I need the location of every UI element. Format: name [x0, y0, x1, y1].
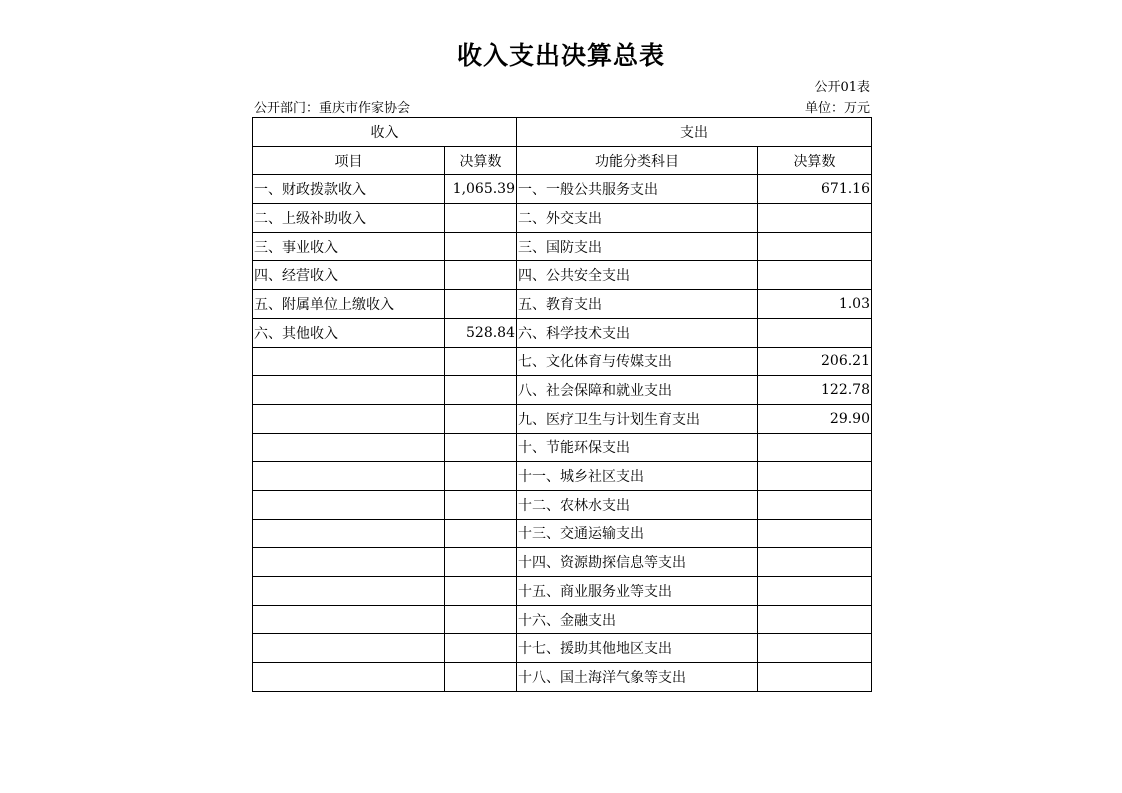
expense-amount-cell — [758, 605, 872, 634]
expense-item-cell: 九、医疗卫生与计划生育支出 — [517, 404, 758, 433]
expense-item-cell: 八、社会保障和就业支出 — [517, 376, 758, 405]
expense-item-cell: 四、公共安全支出 — [517, 261, 758, 290]
expense-item-cell: 十二、农林水支出 — [517, 490, 758, 519]
income-amount-cell — [445, 663, 517, 692]
income-item-cell — [253, 663, 445, 692]
expense-item-cell: 十八、国土海洋气象等支出 — [517, 663, 758, 692]
expense-amount-cell — [758, 490, 872, 519]
table-row — [253, 663, 872, 692]
income-amount-cell: 1,065.39 — [445, 175, 517, 204]
income-item-cell — [253, 347, 445, 376]
table-row — [253, 290, 872, 319]
income-amount-cell: 528.84 — [445, 318, 517, 347]
table-row — [253, 376, 872, 405]
income-amount-cell — [445, 261, 517, 290]
income-amount-cell — [445, 376, 517, 405]
table-row — [253, 519, 872, 548]
income-amount-cell — [445, 577, 517, 606]
income-item-cell: 六、其他收入 — [253, 318, 445, 347]
table-row — [253, 548, 872, 577]
table-row — [253, 634, 872, 663]
expense-item-cell: 十一、城乡社区支出 — [517, 462, 758, 491]
income-amount-cell — [445, 548, 517, 577]
expense-item-cell: 二、外交支出 — [517, 204, 758, 233]
column-header-row — [253, 146, 872, 175]
table-row — [253, 577, 872, 606]
expense-amount-header: 决算数 — [758, 146, 872, 175]
income-amount-cell — [445, 490, 517, 519]
income-item-cell — [253, 376, 445, 405]
income-amount-cell — [445, 204, 517, 233]
table-row — [253, 433, 872, 462]
table-row — [253, 318, 872, 347]
income-amount-cell — [445, 433, 517, 462]
income-item-cell — [253, 404, 445, 433]
income-item-cell — [253, 462, 445, 491]
unit-label: 单位：万元 — [804, 101, 870, 116]
income-amount-cell — [445, 232, 517, 261]
expense-amount-cell — [758, 663, 872, 692]
expense-item-header: 功能分类科目 — [517, 146, 758, 175]
expense-amount-cell: 671.16 — [758, 175, 872, 204]
expense-item-cell: 十四、资源勘探信息等支出 — [517, 548, 758, 577]
expense-item-cell: 十、节能环保支出 — [517, 433, 758, 462]
income-group-header: 收入 — [253, 118, 517, 147]
table-row — [253, 175, 872, 204]
expense-group-header: 支出 — [517, 118, 872, 147]
income-item-cell — [253, 433, 445, 462]
expense-amount-cell — [758, 204, 872, 233]
income-item-cell: 四、经营收入 — [253, 261, 445, 290]
income-item-header: 项目 — [253, 146, 445, 175]
income-item-cell: 二、上级补助收入 — [253, 204, 445, 233]
income-amount-cell — [445, 634, 517, 663]
table-row — [253, 462, 872, 491]
income-amount-cell — [445, 605, 517, 634]
expense-amount-cell — [758, 232, 872, 261]
expense-amount-cell — [758, 261, 872, 290]
form-number: 公开01表 — [814, 80, 870, 95]
expense-amount-cell — [758, 318, 872, 347]
page-title: 收入支出决算总表 — [456, 41, 665, 70]
income-amount-cell — [445, 404, 517, 433]
expense-amount-cell — [758, 634, 872, 663]
expense-amount-cell: 122.78 — [758, 376, 872, 405]
expense-item-cell: 十七、援助其他地区支出 — [517, 634, 758, 663]
income-amount-cell — [445, 462, 517, 491]
table-row — [253, 204, 872, 233]
expense-item-cell: 六、科学技术支出 — [517, 318, 758, 347]
table-row — [253, 605, 872, 634]
table-row — [253, 404, 872, 433]
table-row — [253, 261, 872, 290]
income-amount-cell — [445, 347, 517, 376]
expense-amount-cell — [758, 519, 872, 548]
income-item-cell: 五、附属单位上缴收入 — [253, 290, 445, 319]
expense-item-cell: 十三、交通运输支出 — [517, 519, 758, 548]
expense-item-cell: 十六、金融支出 — [517, 605, 758, 634]
income-item-cell — [253, 548, 445, 577]
income-item-cell — [253, 490, 445, 519]
income-item-cell: 三、事业收入 — [253, 232, 445, 261]
income-item-cell — [253, 577, 445, 606]
expense-item-cell: 三、国防支出 — [517, 232, 758, 261]
department-label: 公开部门：重庆市作家协会 — [254, 101, 411, 116]
income-item-cell: 一、财政拨款收入 — [253, 175, 445, 204]
expense-item-cell: 七、文化体育与传媒支出 — [517, 347, 758, 376]
income-item-cell — [253, 519, 445, 548]
income-amount-cell — [445, 519, 517, 548]
table-row — [253, 232, 872, 261]
income-item-cell — [253, 605, 445, 634]
table-row — [253, 347, 872, 376]
expense-item-cell: 五、教育支出 — [517, 290, 758, 319]
income-expense-table — [252, 117, 872, 692]
table-row — [253, 490, 872, 519]
income-amount-cell — [445, 290, 517, 319]
expense-amount-cell: 206.21 — [758, 347, 872, 376]
expense-amount-cell — [758, 577, 872, 606]
expense-amount-cell — [758, 462, 872, 491]
expense-amount-cell: 1.03 — [758, 290, 872, 319]
expense-item-cell: 十五、商业服务业等支出 — [517, 577, 758, 606]
expense-amount-cell — [758, 548, 872, 577]
income-item-cell — [253, 634, 445, 663]
expense-amount-cell — [758, 433, 872, 462]
expense-item-cell: 一、一般公共服务支出 — [517, 175, 758, 204]
income-amount-header: 决算数 — [445, 146, 517, 175]
group-header-row — [253, 118, 872, 147]
expense-amount-cell: 29.90 — [758, 404, 872, 433]
